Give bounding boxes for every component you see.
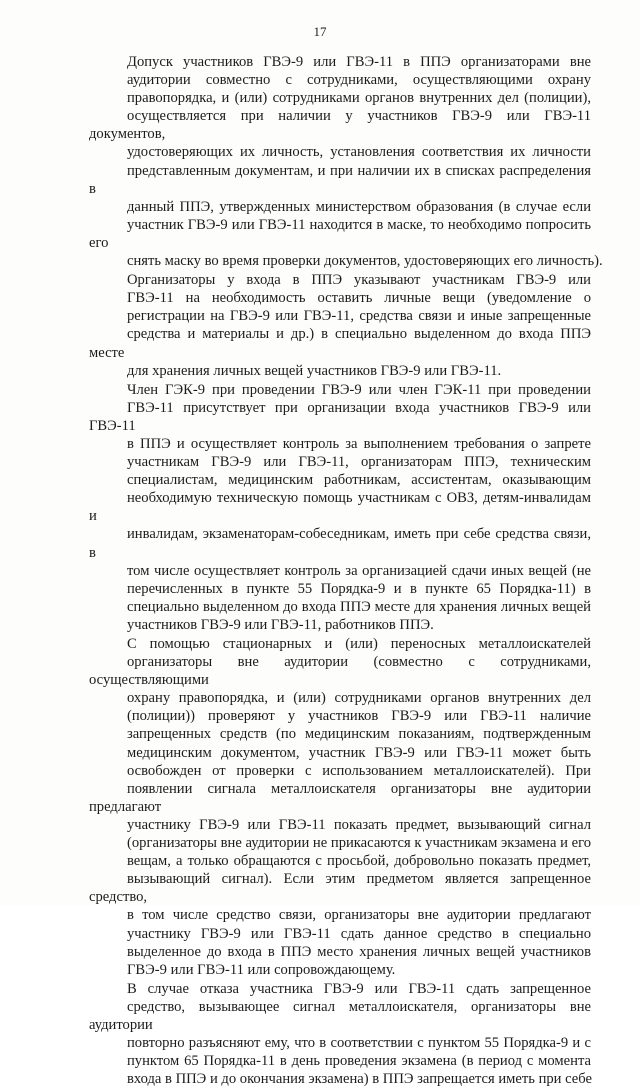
paragraph xyxy=(89,980,591,1089)
text-line: ГВЭ-9 или ГВЭ-11 или сопровождающему. xyxy=(127,961,396,978)
text-line: в том числе средство связи, организаторы вне аудитории предлагают xyxy=(127,907,591,924)
text-line: участникам ГВЭ-9 или ГВЭ-11, организаторам ППЭ, техническим xyxy=(127,454,591,471)
text-line: средство, вызывающее сигнал металлоискателя, организаторы вне аудитории xyxy=(89,998,591,1033)
text-line: ГВЭ-11 на необходимость оставить личные вещи (уведомление о xyxy=(127,290,591,307)
text-line: организаторы вне аудитории (совместно с сотрудниками, осуществляющими xyxy=(89,654,591,689)
text-line: аудитории совместно с сотрудниками, осуществляющими охрану xyxy=(127,72,591,89)
text-line: данный ППЭ, утвержденных министерством образования (в случае если xyxy=(127,198,591,215)
text-line: для хранения личных вещей участников ГВЭ-9 или ГВЭ-11. xyxy=(127,362,502,379)
text-line: специалистам, медицинским работникам, ассистентам, оказывающим xyxy=(127,472,591,489)
text-line: выделенное до входа в ППЭ место хранения личных вещей участников xyxy=(127,943,591,960)
paragraph xyxy=(89,635,591,979)
text-line: представленным документам, и при наличии их в списках распределения в xyxy=(89,162,591,197)
text-line: вызывающий сигнал). Если этим предметом является запрещенное средство, xyxy=(89,871,591,906)
text-line: Член ГЭК-9 при проведении ГВЭ-9 или член ГЭК-11 при проведении xyxy=(127,381,591,398)
text-line: входа в ППЭ и до окончания экзамена) в ППЭ запрещается иметь при себе xyxy=(127,1071,592,1088)
paragraph xyxy=(89,381,591,634)
text-line: повторно разъясняют ему, что в соответствии с пунктом 55 Порядка-9 и с xyxy=(127,1035,591,1052)
text-line: вещам, а только обращаются с просьбой, добровольно показать предмет, xyxy=(127,853,591,870)
text-line: удостоверяющих их личность, установления соответствия их личности xyxy=(127,144,591,161)
text-line: том числе осуществляет контроль за организацией сдачи иных вещей (не xyxy=(127,562,591,579)
paragraph xyxy=(89,53,603,270)
text-line: пунктом 65 Порядка-11 в день проведения экзамена (в период с момента xyxy=(127,1053,591,1070)
text-line: перечисленных в пункте 55 Порядка-9 и в пункте 65 Порядка-11) в xyxy=(127,580,591,597)
text-line: появлении сигнала металлоискателя организаторы вне аудитории предлагают xyxy=(89,780,591,815)
document-body xyxy=(89,53,603,1089)
text-line: участник ГВЭ-9 или ГВЭ-11 находится в маске, то необходимо попросить его xyxy=(89,216,591,251)
text-line: (организаторы вне аудитории не прикасаются к участникам экзамена и его xyxy=(127,835,591,852)
page-number: 17 xyxy=(313,24,327,39)
text-line: снять маску во время проверки документов, удостоверяющих его личность). xyxy=(127,253,603,270)
text-line: ГВЭ-11 присутствует при организации входа участников ГВЭ-9 или ГВЭ-11 xyxy=(89,399,591,434)
text-line: участников ГВЭ-9 или ГВЭ-11, работников ППЭ. xyxy=(127,616,434,633)
text-line: медицинским документом, участник ГВЭ-9 или ГВЭ-11 может быть xyxy=(127,744,591,761)
text-line: охрану правопорядка, и (или) сотрудниками органов внутренних дел xyxy=(127,690,591,707)
paragraph xyxy=(89,271,591,380)
text-line: Организаторы у входа в ППЭ указывают участникам ГВЭ-9 или xyxy=(127,272,591,289)
text-line: в ППЭ и осуществляет контроль за выполнением требования о запрете xyxy=(127,435,591,452)
text-line: участнику ГВЭ-9 или ГВЭ-11 сдать данное средство в специально xyxy=(127,925,591,942)
text-line: осуществляется при наличии у участников ГВЭ-9 или ГВЭ-11 документов, xyxy=(89,108,591,143)
text-line: запрещенных средств (по медицинским показаниям, подтвержденным xyxy=(127,726,591,743)
text-line: (полиции)) проверяют у участников ГВЭ-9 или ГВЭ-11 наличие xyxy=(127,708,591,725)
text-line: регистрации на ГВЭ-9 или ГВЭ-11, средства связи и иные запрещенные xyxy=(127,308,591,325)
text-line: инвалидам, экзаменаторам-собеседникам, иметь при себе средства связи, в xyxy=(89,526,591,561)
text-line: освобожден от проверки с использованием металлоискателей). При xyxy=(127,762,591,779)
text-line: Допуск участников ГВЭ-9 или ГВЭ-11 в ППЭ организаторами вне xyxy=(127,54,591,70)
text-line: средства и материалы и др.) в специально выделенном до входа ППЭ месте xyxy=(89,326,591,361)
text-line: правопорядка, и (или) сотрудниками органов внутренних дел (полиции), xyxy=(127,90,591,107)
text-line: участнику ГВЭ-9 или ГВЭ-11 показать предмет, вызывающий сигнал xyxy=(127,816,591,833)
text-line: В случае отказа участника ГВЭ-9 или ГВЭ-11 сдать запрещенное xyxy=(127,980,591,997)
text-line: специально выделенном до входа ППЭ месте для хранения личных вещей xyxy=(127,598,591,615)
text-line: С помощью стационарных и (или) переносных металлоискателей xyxy=(127,636,591,652)
text-line: необходимую техническую помощь участникам с ОВЗ, детям-инвалидам и xyxy=(89,490,591,525)
